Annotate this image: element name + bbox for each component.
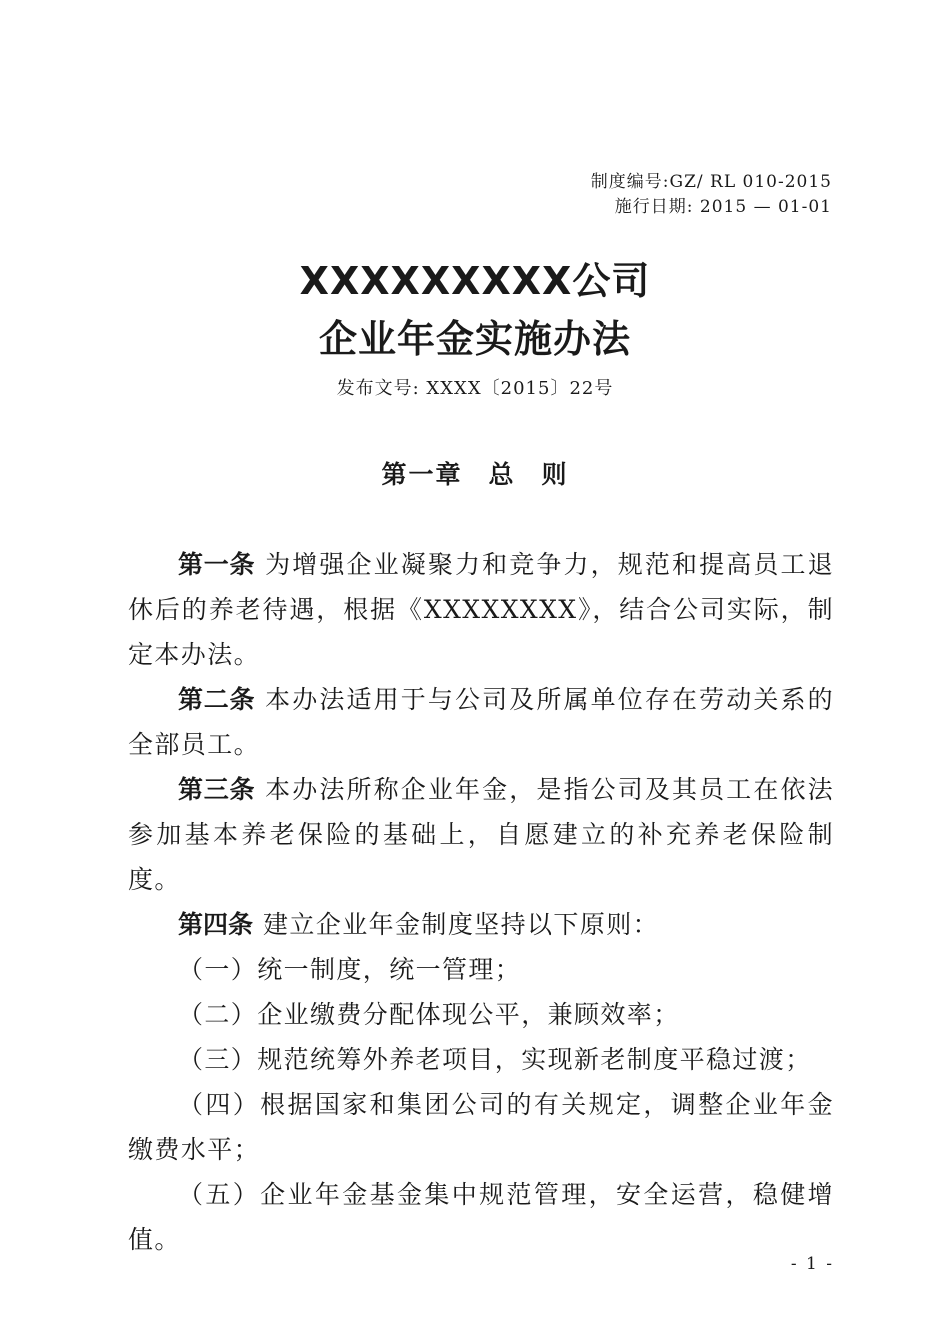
system-number: 制度编号:GZ/ RL 010-2015 [590, 172, 832, 192]
article-text: 为增强企业凝聚力和竞争力，规范和提高员工退休后的养老待遇，根据《XXXXXXXX》，结合公司实际，制定本办法。 [128, 550, 834, 669]
article-label: 第一条 [178, 550, 256, 579]
page-number: - 1 - [790, 1254, 834, 1274]
principle-item: （三）规范统筹外养老项目，实现新老制度平稳过渡； [178, 1045, 812, 1074]
effective-date: 施行日期: 2015 — 01-01 [614, 197, 832, 217]
article-label: 第三条 [178, 775, 256, 804]
article-text: 本办法所称企业年金，是指公司及其员工在依法参加基本养老保险的基础上，自愿建立的补充养老保险制度。 [128, 775, 834, 894]
chapter-number: 第一章 [381, 460, 463, 489]
principle-item: （四）根据国家和集团公司的有关规定，调整企业年金缴费水平； [128, 1090, 834, 1164]
article-2 [128, 677, 834, 767]
principle-item: （二）企业缴费分配体现公平，兼顾效率； [178, 1000, 680, 1029]
chapter-heading [0, 455, 950, 491]
principle-item: （一）统一制度，统一管理； [178, 955, 522, 984]
chapter-title-char2: 则 [541, 460, 569, 489]
document-meta [591, 170, 832, 220]
article-3 [128, 767, 834, 902]
title-subject: 企业年金实施办法 [318, 317, 631, 361]
article-label: 第四条 [178, 910, 254, 939]
article-4 [128, 902, 834, 947]
chapter-title-char1: 总 [488, 460, 516, 489]
document-body [128, 542, 834, 1262]
document-title [0, 252, 950, 368]
article-text: 本办法适用于与公司及所属单位存在劳动关系的全部员工。 [128, 685, 834, 759]
principle-item: （五）企业年金基金集中规范管理，安全运营，稳健增值。 [128, 1180, 834, 1254]
title-company: XXXXXXXXX公司 [299, 259, 651, 303]
document-number: 发布文号: XXXX〔2015〕22号 [336, 378, 614, 399]
article-1 [128, 542, 834, 677]
article-label: 第二条 [178, 685, 256, 714]
article-text: 建立企业年金制度坚持以下原则： [263, 910, 660, 939]
